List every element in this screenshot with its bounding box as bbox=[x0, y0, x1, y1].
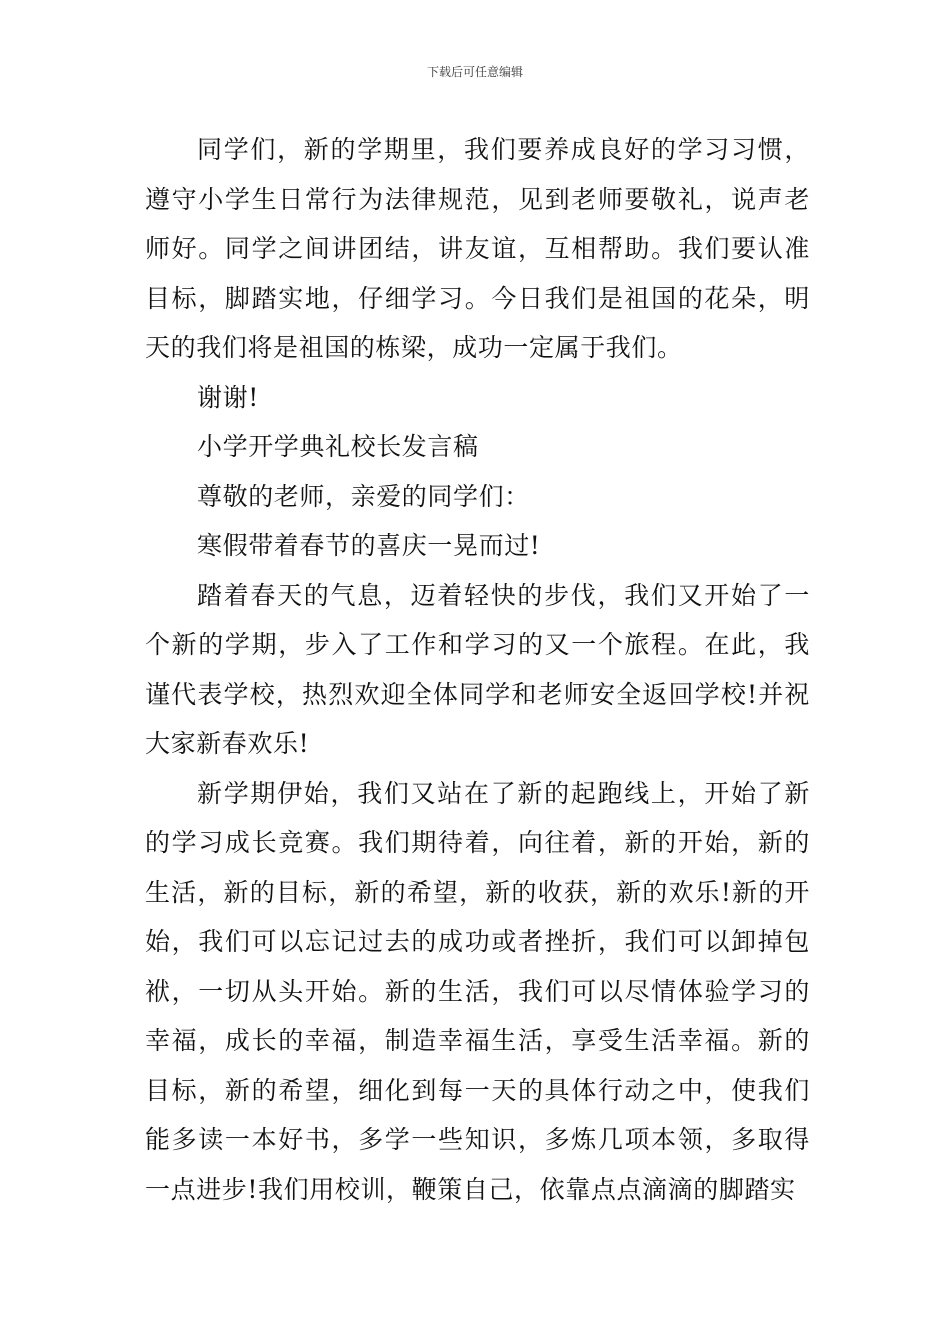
paragraph-winter-break: 寒假带着春节的喜庆一晃而过! bbox=[197, 531, 541, 560]
page-header-note: 下载后可任意编辑 bbox=[426, 65, 523, 79]
speech-title: 小学开学典礼校长发言稿 bbox=[197, 432, 479, 461]
paragraph-salutation: 尊敬的老师，亲爱的同学们： bbox=[197, 481, 530, 511]
paragraph-study-habits: 同学们，新的学期里，我们要养成良好的学习习惯，遵守小学生日常行为法律规范，见到老师要敬礼，说声老师好。同学之间讲团结，讲友谊，互相帮助。我们要认准目标，脚踏实地，仔细学习。今日我们是祖国的花朵，明天的我们将是祖国的栋梁，成功一定属于我们。 bbox=[145, 135, 810, 362]
paragraph-thanks: 谢谢! bbox=[197, 382, 259, 412]
paragraph-welcome: 踏着春天的气息，迈着轻快的步伐，我们又开始了一个新的学期，步入了工作和学习的又一个旅程。在此，我谨代表学校，热烈欢迎全体同学和老师安全返回学校!并祝大家新春欢乐! bbox=[145, 580, 810, 758]
paragraph-new-semester: 新学期伊始，我们又站在了新的起跑线上，开始了新的学习成长竞赛。我们期待着，向往着，新的开始，新的生活，新的目标，新的希望，新的收获，新的欢乐!新的开始，我们可以忘记过去的成功或者挫折，我们可以卸掉包袱，一切从头开始。新的生活，我们可以尽情体验学习的幸福，成长的幸福，制造幸福生活，享受生活幸福。新的目标，新的希望，细化到每一天的具体行动之中，使我们能多读一本好书，多学一些知识，多炼几项本领，多取得一点进步!我们用校训，鞭策自己，依靠点点滴滴的脚踏实 bbox=[145, 778, 810, 1204]
document-body bbox=[145, 125, 810, 1214]
